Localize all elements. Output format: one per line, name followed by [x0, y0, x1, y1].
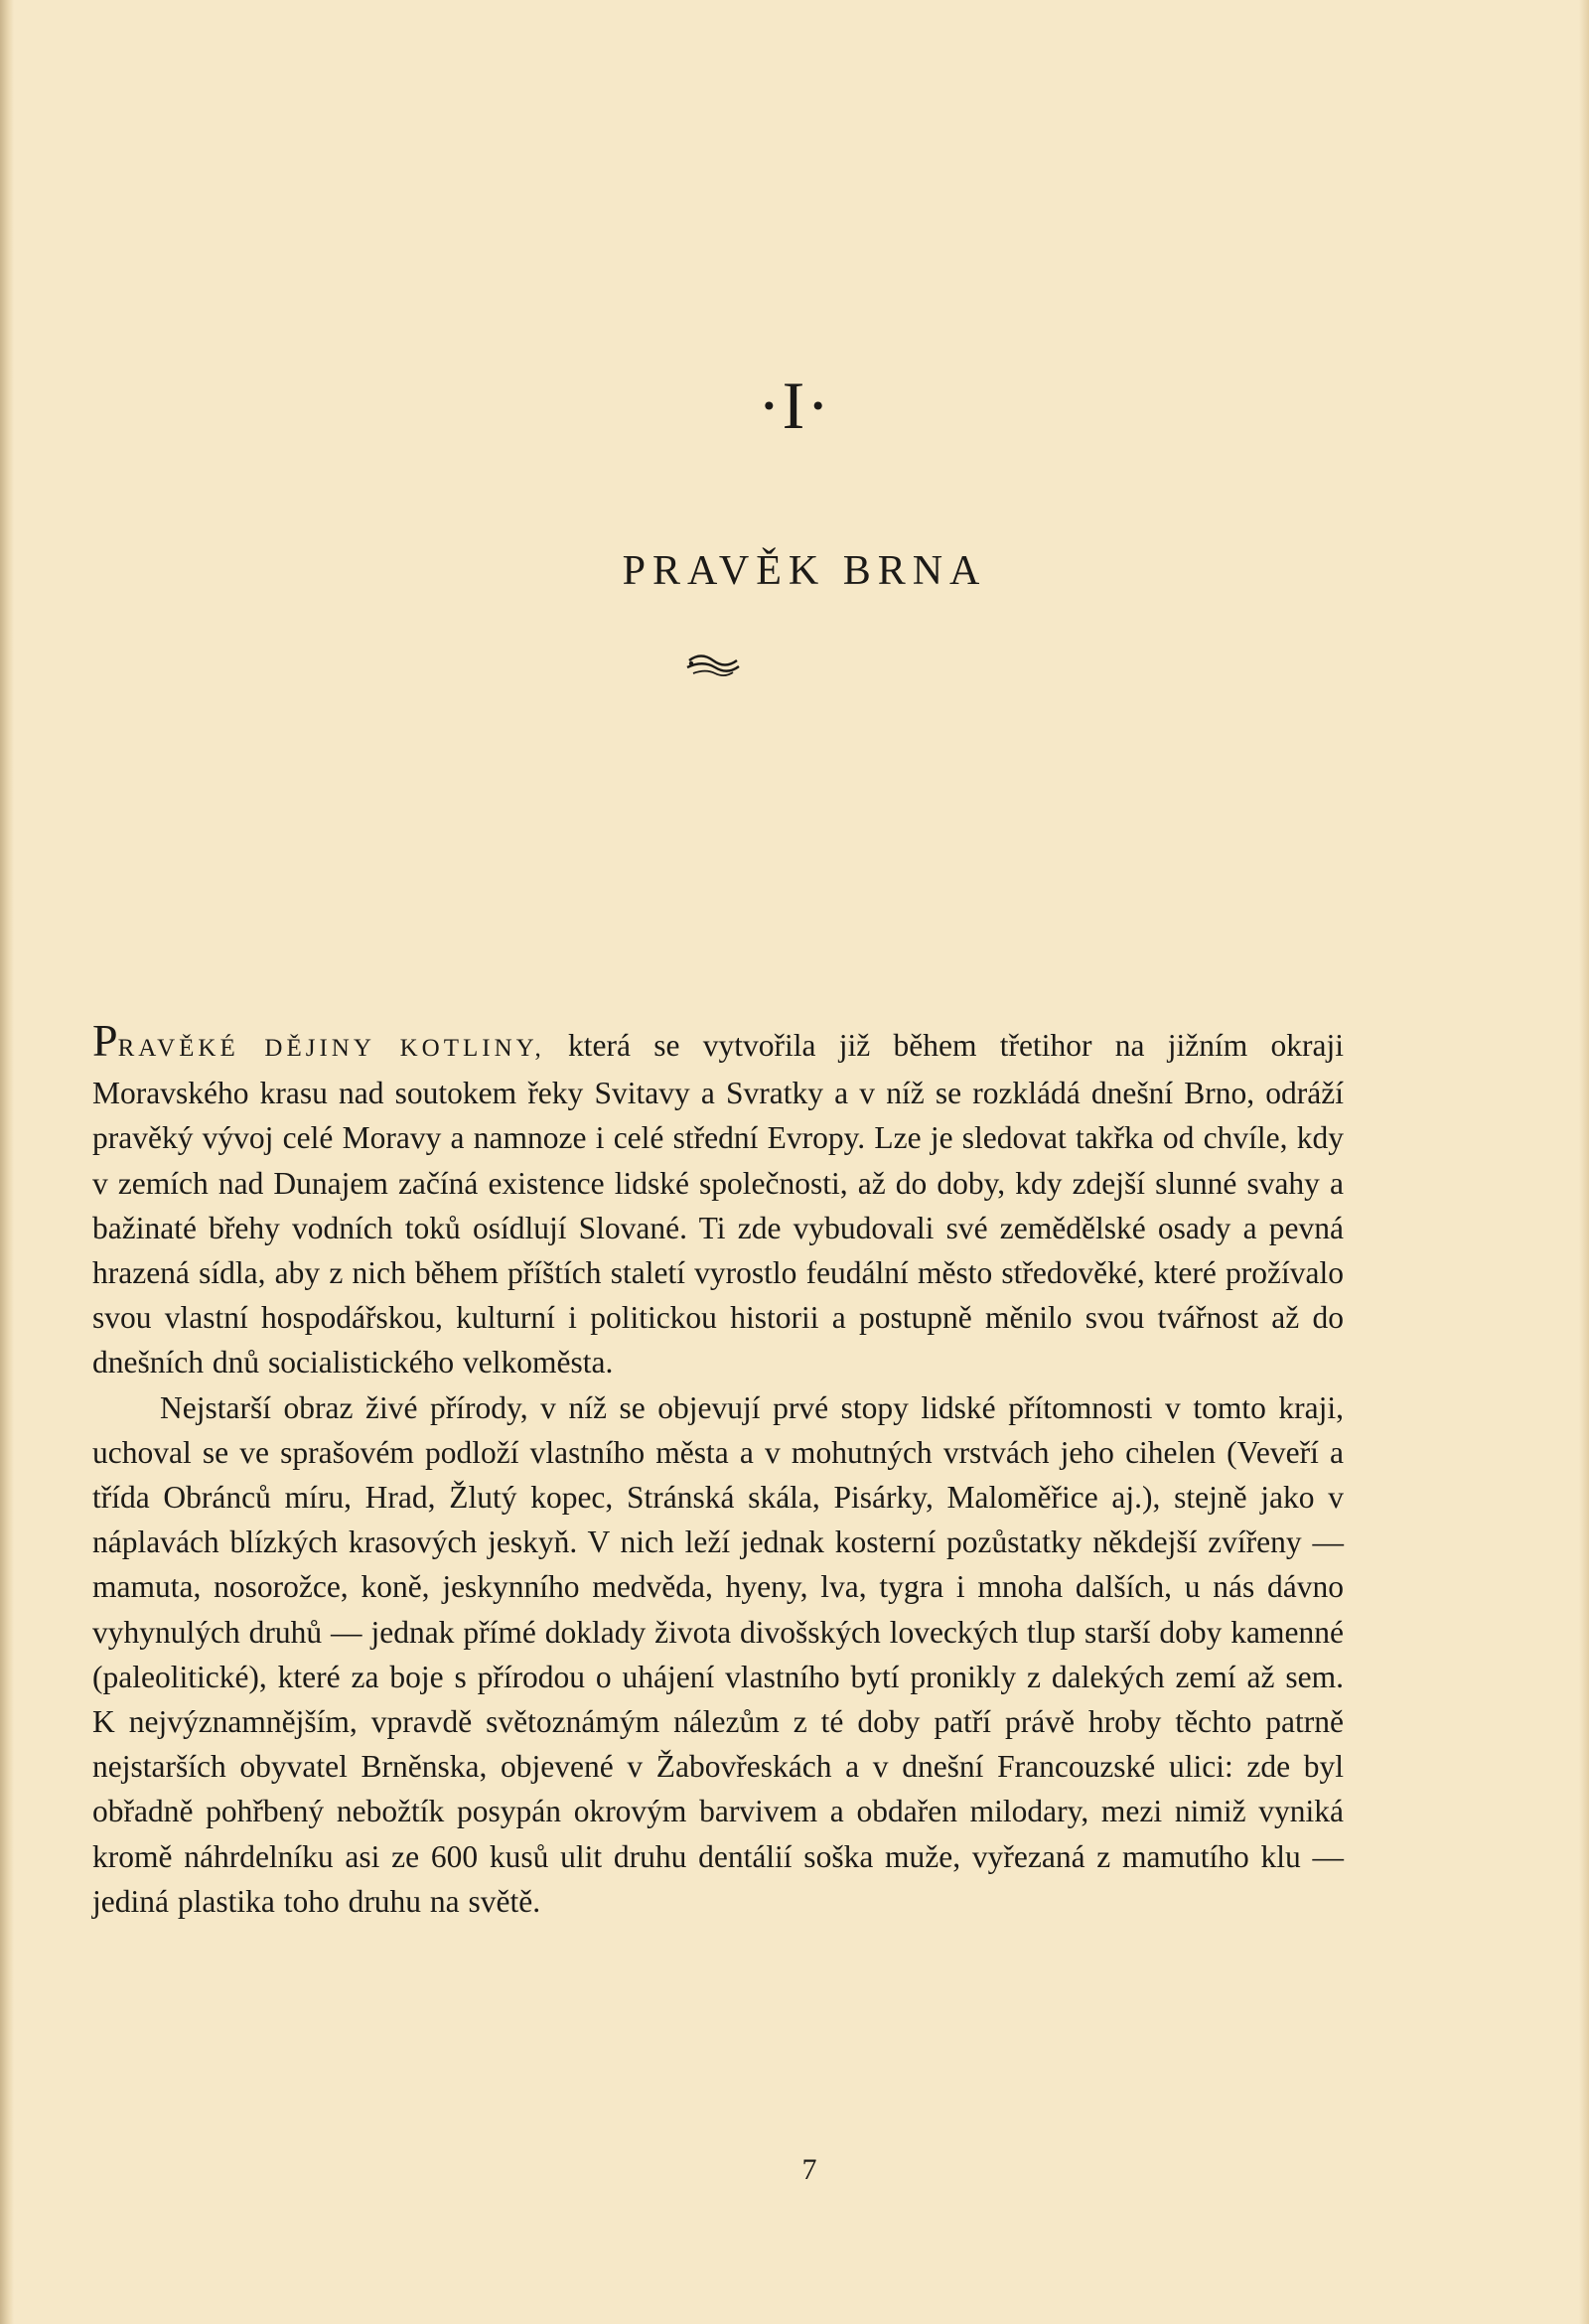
page-number: 7: [801, 2153, 817, 2186]
page-outer-edge: [1579, 0, 1589, 2324]
chapter-body: [92, 1015, 1345, 1924]
wave-flourish-icon: [685, 651, 741, 680]
paragraph-1-text: která se vytvořila již během třetihor na jižním okraji Moravského krasu nad soutokem řeky Svitavy a Svratky a v níž se rozkládá dnešní Brno, odráží pravěký vývoj celé Moravy a namnoze i celé střední Evropy. Lze je sledovat takřka od chvíle, kdy v zemích nad Dunajem začíná existence lidské společnosti, až do doby, kdy zdejší slunné svahy a bažinaté břehy vodních toků osídlují Slované. Ti zde vybudovali své zemědělské osady a pevná hrazená sídla, aby z nich během příštích staletí vyrostlo feudální město středověké, které prožívalo svou vlastní hospodářskou, kulturní i politickou historii a postupně měnilo svou tvářnost až do dnešních dnů socialistického velkoměsta.: [92, 1028, 1345, 1380]
drop-cap: P: [92, 1015, 118, 1066]
chapter-title: PRAVĚK BRNA: [622, 548, 987, 594]
chapter-number: ·I·: [758, 367, 831, 443]
page-binding-edge: [0, 0, 14, 2324]
paragraph-2: Nejstarší obraz živé přírody, v níž se objevují prvé stopy lidské přítomnosti v tomto kraji, uchoval se ve sprašovém podloží vlastního města a v mohutných vrstvách jeho cihelen (Veveří a třída Obránců míru, Hrad, Žlutý kopec, Stránská skála, Pisárky, Maloměřice aj.), stejně jako v náplavách blízkých krasových jeskyň. V nich leží jednak kosterní pozůstatky někdejší zvířeny — mamuta, nosorožce, koně, jeskynního medvěda, hyeny, lva, tygra i mnoha dalších, u nás dávno vyhynulých druhů — jednak přímé doklady života divošských loveckých tlup starší doby kamenné (paleolitické), které za boje s přírodou o uhájení vlastního bytí pronikly z dalekých zemí až sem. K nejvýznamnějším, vpravdě světoznámým nálezům z té doby patří právě hroby těchto patrně nejstarších obyvatel Brněnska, objevené v Žabovřeskách a v dnešní Francouzské ulici: zde byl obřadně pohřbený nebožtík posypán okrovým barvivem a obdařen milodary, mezi nimiž vyniká kromě náhrdelníku asi ze 600 kusů ulit druhu dentálií soška muže, vyřezaná z mamutího klu — jediná plastika toho druhu na světě.: [92, 1389, 1344, 1919]
opening-small-caps: RAVĚKÉ DĚJINY KOTLINY,: [117, 1035, 545, 1062]
paragraph-1: [92, 1015, 1345, 1385]
